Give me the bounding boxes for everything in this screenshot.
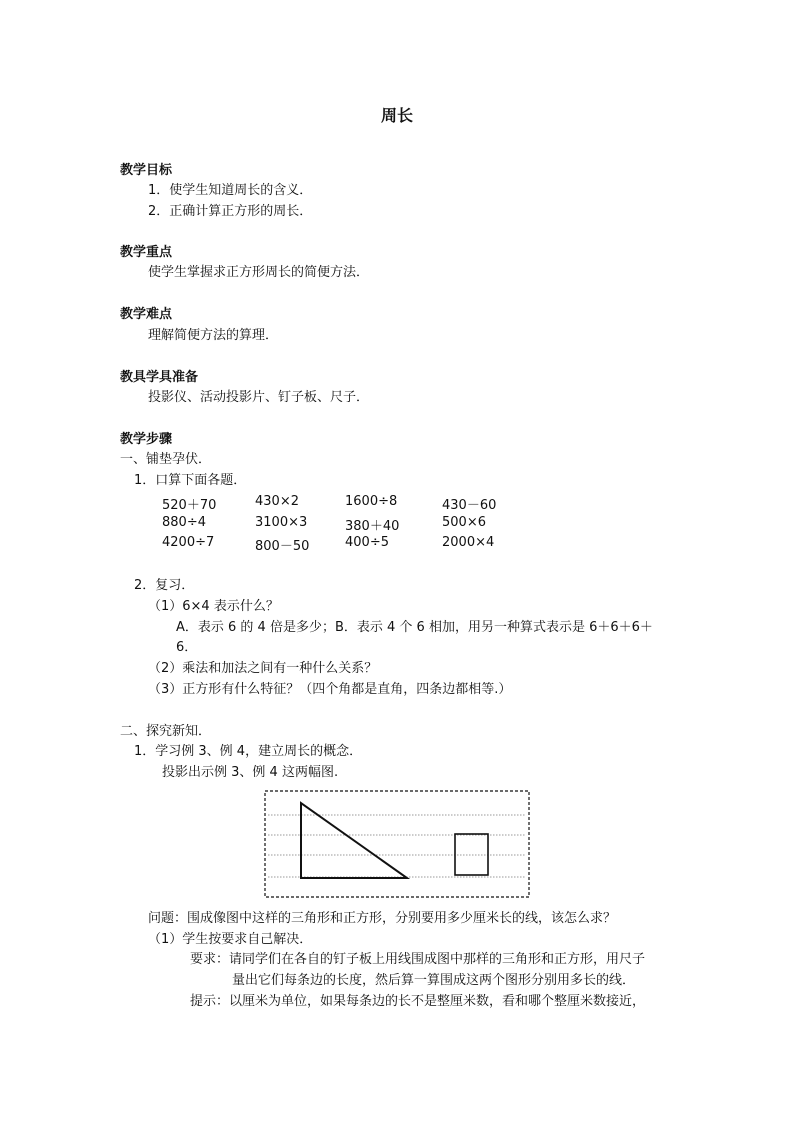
difficulty-heading: 教学难点: [120, 307, 173, 322]
drill-cell: 880÷4: [162, 515, 206, 530]
focus-text: 使学生掌握求正方形周长的简便方法．: [148, 265, 370, 280]
focus-heading: 教学重点: [120, 245, 173, 260]
projection-text: 投影出示例 3、例 4 这两幅图.: [162, 765, 339, 780]
review-question-1: （1）6×4 表示什么？: [148, 599, 279, 614]
review-question-2: （2）乘法和加法之间有一种什么关系？: [148, 661, 378, 676]
drill-cell: 500×6: [442, 515, 486, 530]
part1-item1: 1．口算下面各题．: [134, 473, 247, 488]
square-shape: [455, 834, 488, 875]
review-answer-1-line2: 6．: [176, 640, 198, 655]
sub-step-1: （1）学生按要求自己解决．: [148, 932, 313, 947]
drill-cell: 800－50: [255, 539, 310, 554]
drill-cell: 430×2: [255, 494, 299, 509]
difficulty-text: 理解简便方法的算理．: [148, 328, 279, 343]
goal-item-1: 1．使学生知道周长的含义．: [148, 183, 313, 198]
drill-cell: 4200÷7: [162, 535, 215, 550]
requirement-line1: 要求：请同学们在各自的钉子板上用线围成图中那样的三角形和正方形，用尺子: [190, 952, 646, 967]
example-figure: [264, 790, 530, 898]
part1-item2: 2．复习．: [134, 578, 195, 593]
review-question-3: （3）正方形有什么特征？（四个角都是直角，四条边都相等.）: [148, 682, 512, 697]
drill-cell: 400÷5: [345, 535, 389, 550]
dashed-border: [265, 791, 529, 897]
drill-cell: 520＋70: [162, 498, 217, 513]
goal-item-2: 2．正确计算正方形的周长．: [148, 204, 313, 219]
drill-cell: 1600÷8: [345, 494, 398, 509]
drill-cell: 380＋40: [345, 519, 400, 534]
drill-cell: 430－60: [442, 498, 497, 513]
requirement-line2: 量出它们每条边的长度，然后算一算围成这两个图形分别用多长的线．: [232, 973, 636, 988]
review-answer-1-line1: A．表示 6 的 4 倍是多少；B．表示 4 个 6 相加，用另一种算式表示是 6＋6＋6＋: [176, 620, 653, 635]
steps-heading: 教学步骤: [120, 432, 173, 447]
triangle-shape: [301, 803, 407, 878]
drill-cell: 3100×3: [255, 515, 308, 530]
tools-text: 投影仪、活动投影片、钉子板、尺子．: [148, 390, 370, 405]
problem-question: 问题：围成像图中这样的三角形和正方形，分别要用多少厘米长的线，该怎么求？: [148, 911, 617, 926]
part2-item1: 1．学习例 3、例 4，建立周长的概念．: [134, 744, 363, 759]
hint-text: 提示：以厘米为单位，如果每条边的长不是整厘米数，看和哪个整厘米数接近，: [190, 994, 646, 1009]
drill-cell: 2000×4: [442, 535, 495, 550]
part1-title: 一、铺垫孕伏．: [120, 452, 212, 467]
tools-heading: 教具学具准备: [120, 370, 199, 385]
part2-title: 二、探究新知．: [120, 724, 212, 739]
page-title: 周长: [380, 106, 413, 125]
goals-heading: 教学目标: [120, 163, 173, 178]
